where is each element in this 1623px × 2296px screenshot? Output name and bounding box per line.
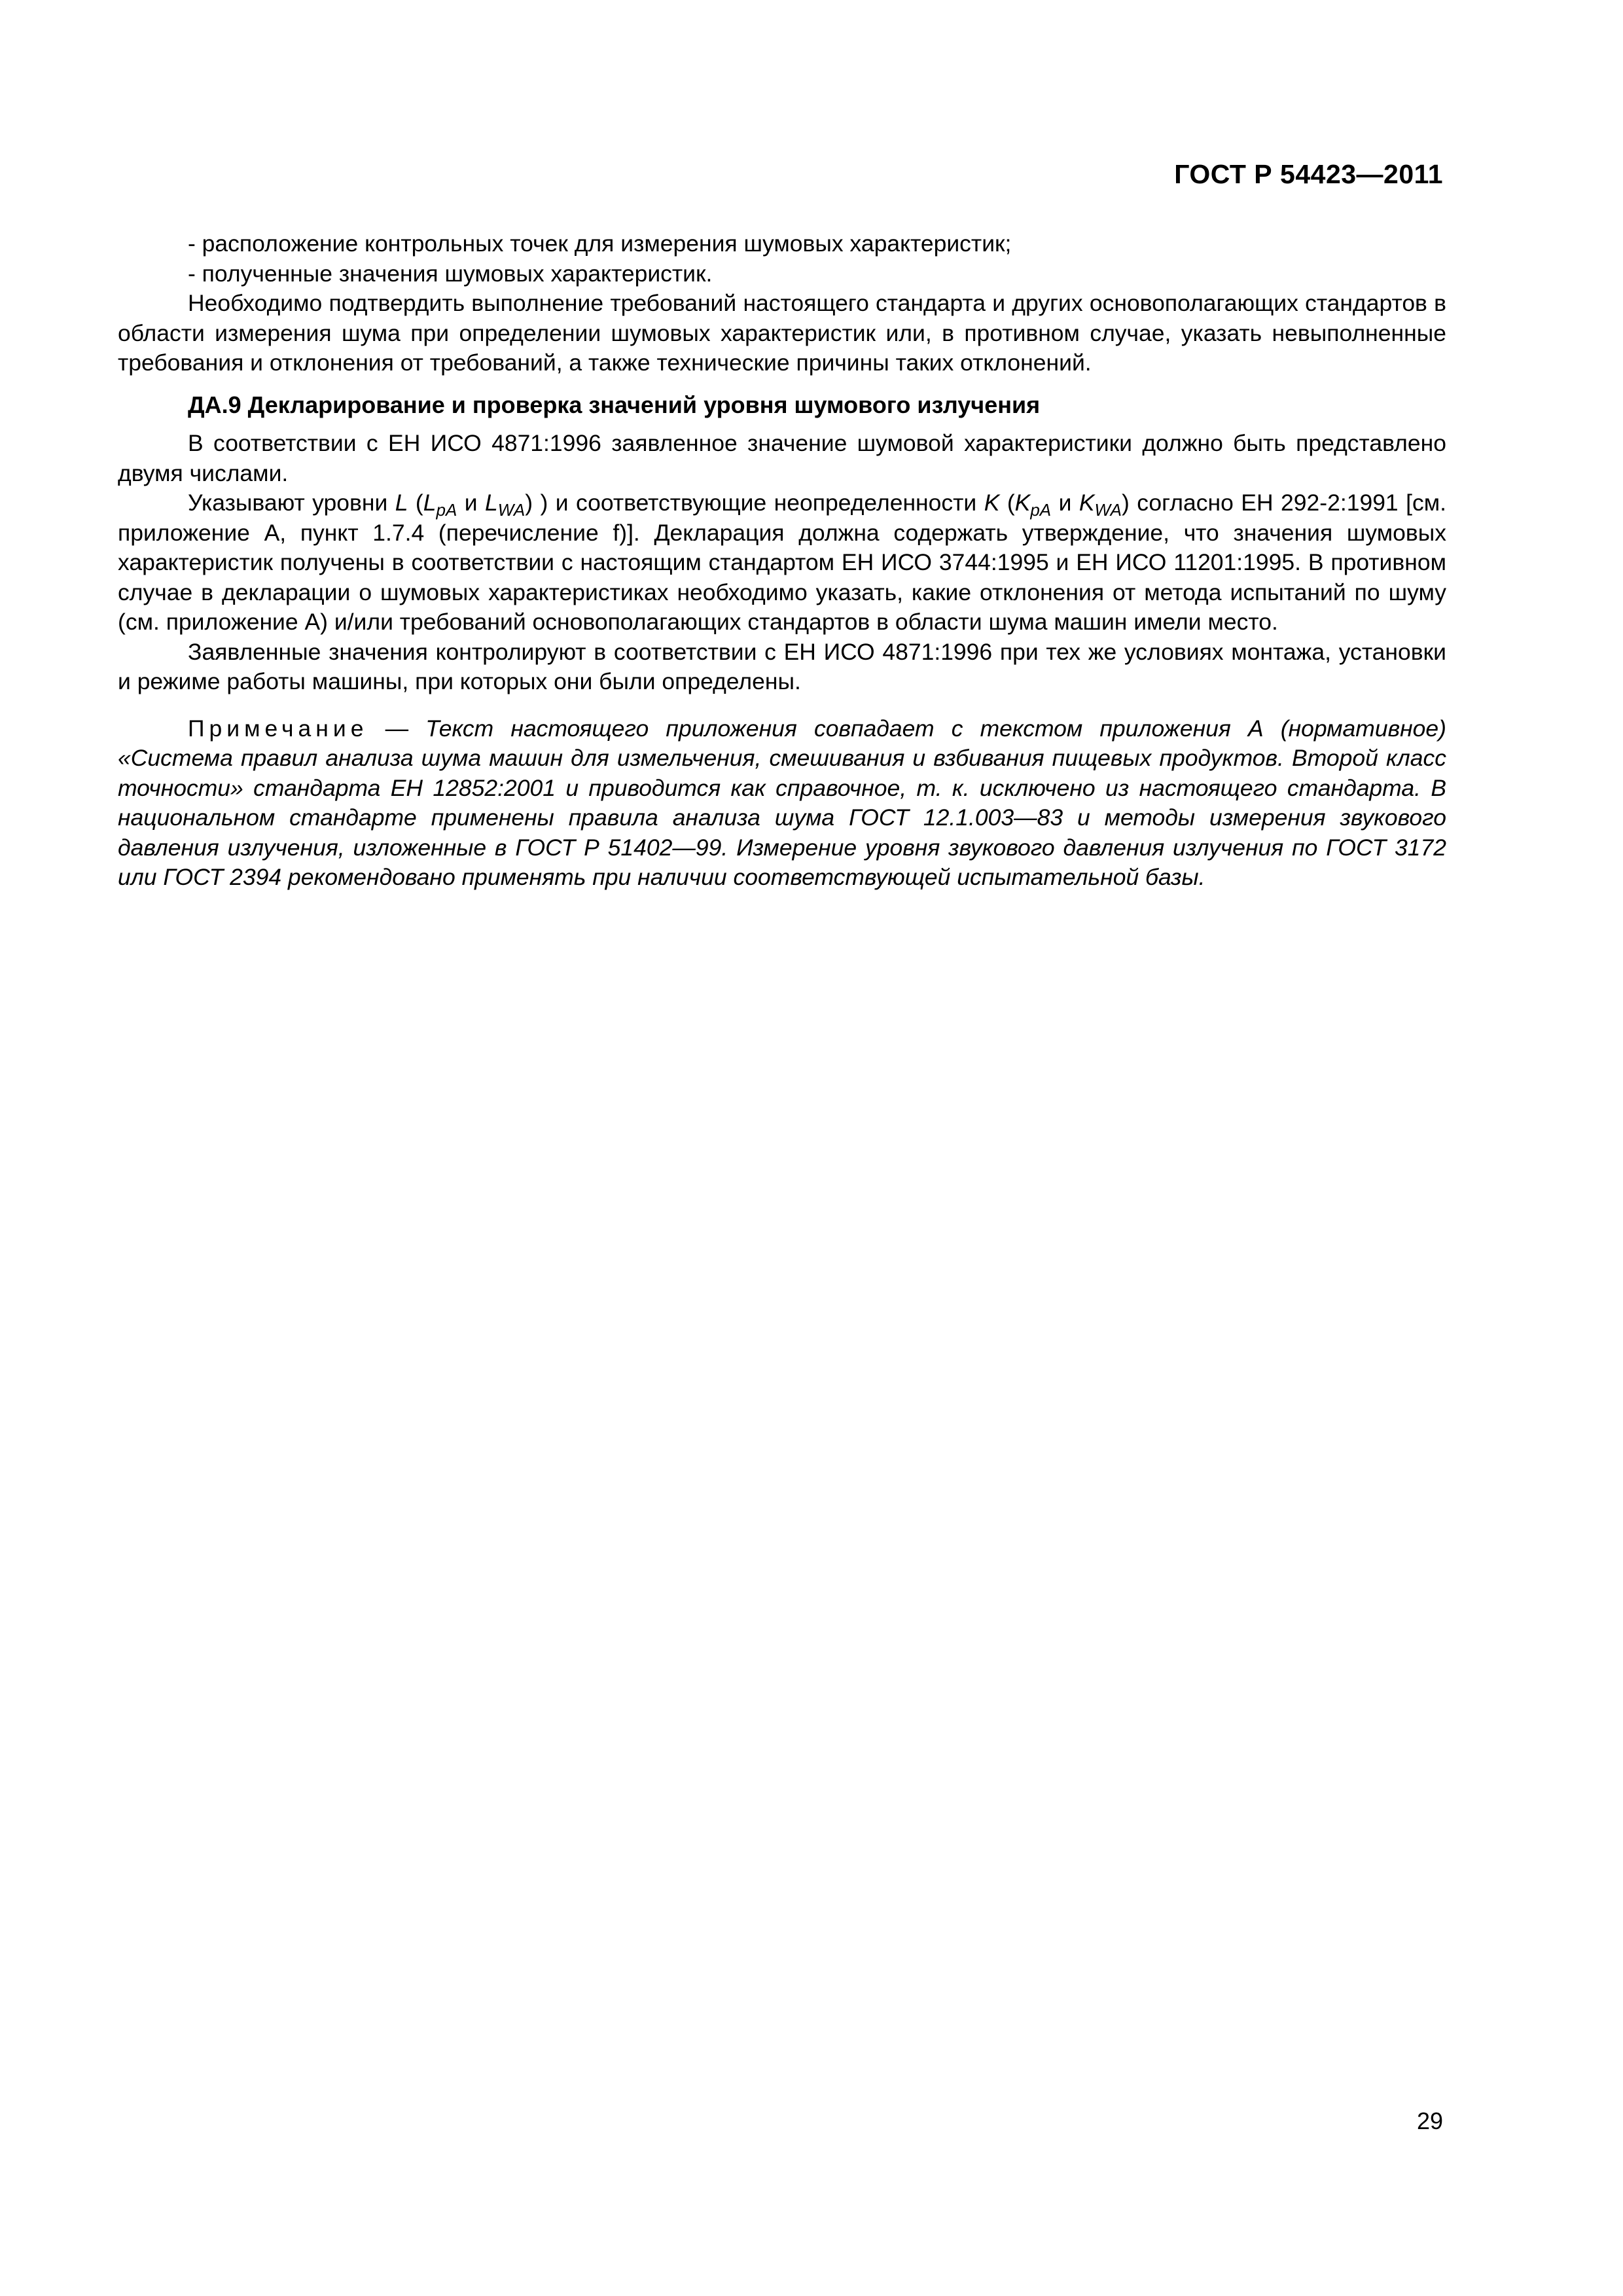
paragraph: В соответствии с ЕН ИСО 4871:1996 заявленное значение шумовой характеристики должно быть представлено двумя числами. [118, 430, 1446, 486]
page-number: 29 [1416, 2108, 1443, 2134]
paragraph: Необходимо подтвердить выполнение требований настоящего стандарта и других основополагающих стандартов в области измерения шума при определении шумовых характеристик или, в противном случае, указать невыполненные требования и отклонения от требований, а также технические причины таких отклонений. [118, 290, 1446, 376]
list-item: - расположение контрольных точек для измерения шумовых характеристик; [188, 230, 1012, 257]
section-heading: ДА.9 Декларирование и проверка значений уровня шумового излучения [188, 391, 1041, 418]
paragraph: Заявленные значения контролируют в соответствии с ЕН ИСО 4871:1996 при тех же условиях монтажа, установки и режиме работы машины, при которых они были определены. [118, 638, 1446, 694]
note-text: Текст настоящего приложения совпадает с текстом приложения А (нормативное) «Система правил анализа шума машин для измельчения, смешивания и взбивания пищевых продуктов. Второй класс точности» стандарта ЕН 12852:2001 и приводится как справочное, т. к. исключено из настоящего стандарта. В национальном стандарте применены правила анализа шума ГОСТ 12.1.003—83 и методы измерения звукового давления излучения, изложенные в ГОСТ Р 51402—99. Измерение уровня звукового давления излучения по ГОСТ 3172 или ГОСТ 2394 рекомендовано применять при наличии соответствующей испытательной базы. [118, 715, 1446, 890]
list-item: - полученные значения шумовых характеристик. [188, 260, 713, 287]
page-body [118, 229, 1446, 893]
paragraph-levels: Указывают уровни L ($L_{pA}$ и $L_{WA}$) ) и соответствующие неопределенности K ($K_{pA}$ и $K_{WA}$) согласно ЕН 292-2:1991 [см. приложение А, пункт 1.7.4 (перечисление f)]. Декларация должна содержать утверждение, что значения шумовых характеристик получены в соответствии с настоящим стандартом ЕН ИСО 3744:1995 и ЕН ИСО 11201:1995. В противном случае в декларации о шумовых характеристиках необходимо указать, какие отклонения от метода испытаний по шуму (см. приложение А) и/или требований основополагающих стандартов в области шума машин имели место. [118, 490, 1446, 635]
document-code-header: ГОСТ Р 54423—2011 [1174, 159, 1443, 189]
note: Примечание — Текст настоящего приложения совпадает с текстом приложения А (нормативное) «Система правил анализа шума машин для измельчения, смешивания и взбивания пищевых продуктов. Второй класс точности» стандарта ЕН 12852:2001 и приводится как справочное, т. к. исключено из настоящего стандарта. В национальном стандарте применены правила анализа шума ГОСТ 12.1.003—83 и методы измерения звукового давления излучения, изложенные в ГОСТ Р 51402—99. Измерение уровня звукового давления излучения по ГОСТ 3172 или ГОСТ 2394 рекомендовано применять при наличии соответствующей испытательной базы. [118, 715, 1446, 890]
note-label: Примечание [188, 715, 368, 742]
